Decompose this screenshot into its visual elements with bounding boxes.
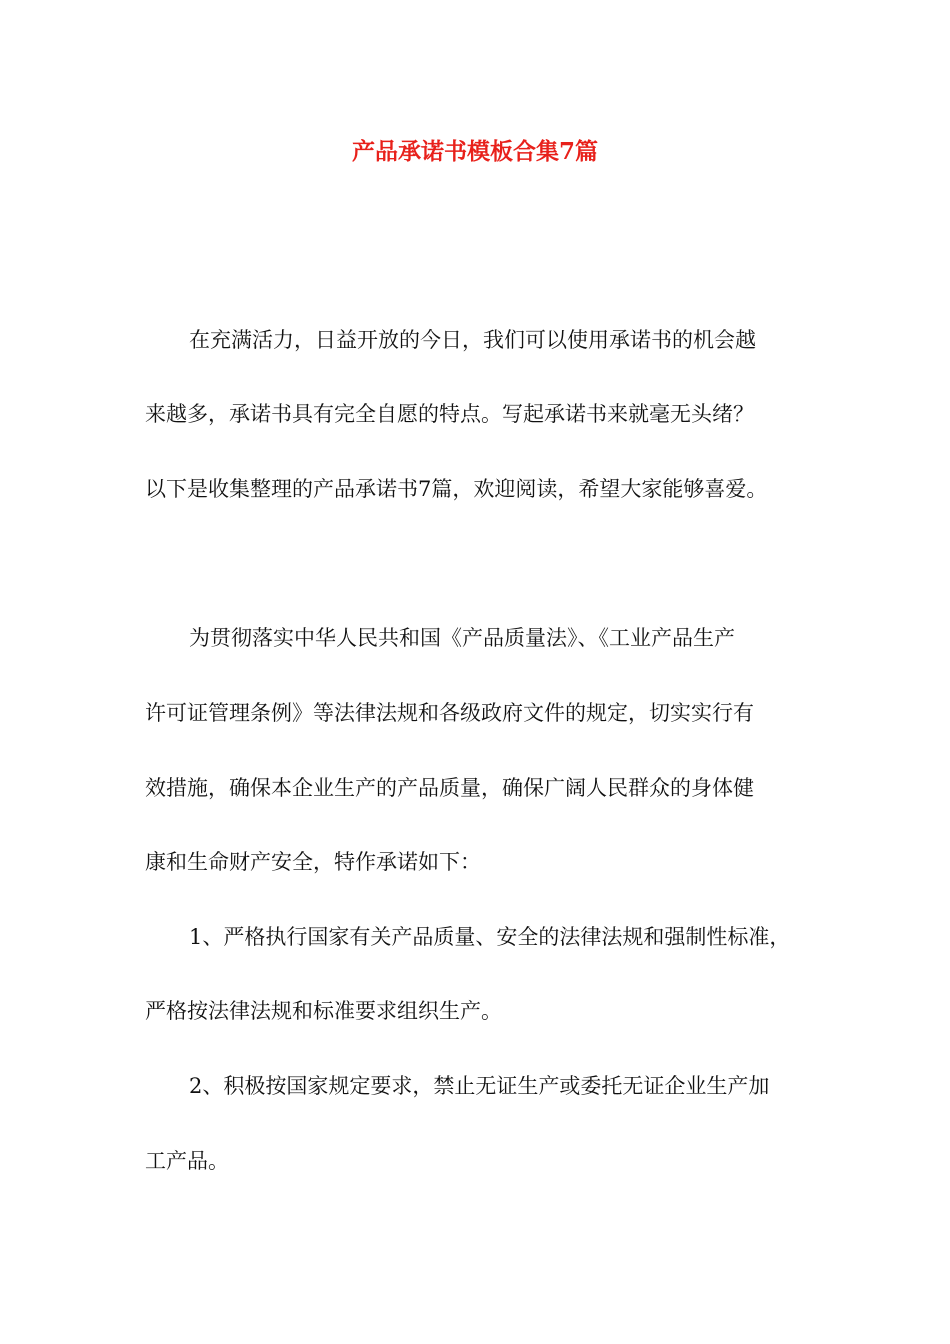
body-line-3: 效措施，确保本企业生产的产品质量，确保广阔人民群众的身体健 bbox=[145, 776, 754, 800]
body-line-1: 为贯彻落实中华人民共和国《产品质量法》、《工业产品生产 bbox=[189, 626, 735, 650]
item-2-line-2: 工产品。 bbox=[145, 1149, 229, 1173]
intro-line-3: 以下是收集整理的产品承诺书7篇，欢迎阅读，希望大家能够喜爱。 bbox=[145, 477, 768, 501]
intro-line-1: 在充满活力，日益开放的今日，我们可以使用承诺书的机会越 bbox=[189, 328, 756, 352]
item-1-line-2: 严格按法律法规和标准要求组织生产。 bbox=[145, 999, 502, 1023]
item-1-line-1: 1、严格执行国家有关产品质量、安全的法律法规和强制性标准， bbox=[189, 925, 791, 949]
body-line-2: 许可证管理条例》等法律法规和各级政府文件的规定，切实实行有 bbox=[145, 701, 754, 725]
item-2-line-1: 2、积极按国家规定要求，禁止无证生产或委托无证企业生产加 bbox=[189, 1074, 770, 1098]
body-line-4: 康和生命财产安全，特作承诺如下： bbox=[145, 850, 481, 874]
intro-line-2: 来越多，承诺书具有完全自愿的特点。写起承诺书来就毫无头绪？ bbox=[145, 402, 754, 426]
document-title: 产品承诺书模板合集7篇 bbox=[351, 138, 598, 165]
